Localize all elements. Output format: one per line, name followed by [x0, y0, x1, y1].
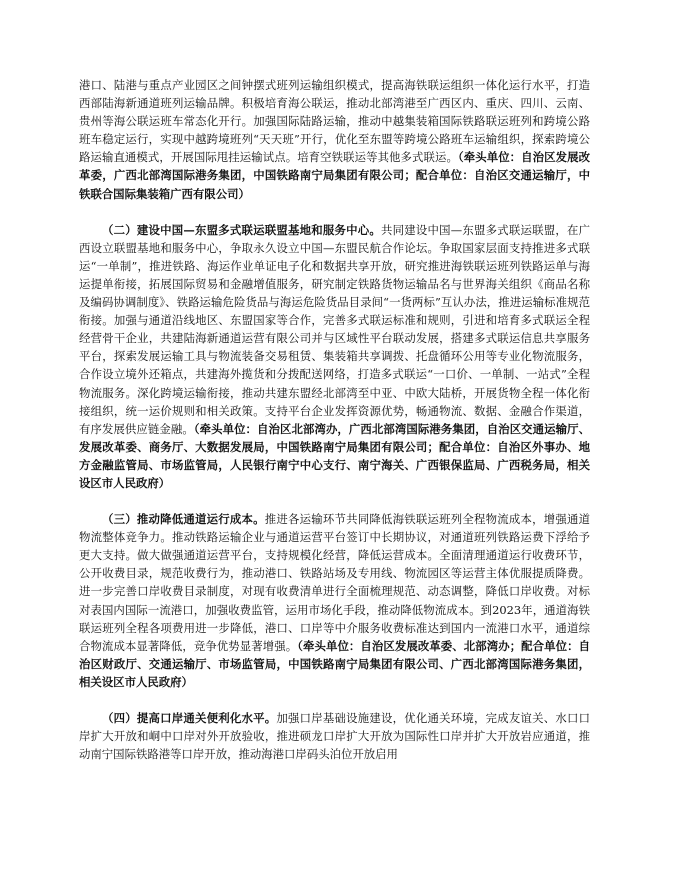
paragraph-2-body: 共同建设中国—东盟多式联运联盟，在广西设立联盟基地和服务中心，争取永久设立中国—东盟民航合作论坛。争取国家层面支持推进多式联运“一单制”，推进铁路、海运作业单证电子化和数据共享开放，研究推进海铁联运班列铁路运单与海运提单衔接，拓展国际贸易和金融增值服务，研究制定铁路货物运输品名与世界海关组织《商品名称及编码协调制度》、铁路运输危险货品与海运危险货品目录间“一货两标”互认办法，推进运输标准规范衔接。加强与通道沿线地区、东盟国家等合作，完善多式联运标准和规则，引进和培育多式联运全程经营骨干企业，共建陆海新通道运营有限公司并与区域性平台联动发展，搭建多式联运信息共享服务平台，探索发展运输工具与物流装备交易租赁、集装箱共享调拨、托盘循环公用等专业化物流服务，合作设立境外还箱点，共建海外揽货和分拨配送网络，打造多式联运“一口价、一单制、一站式”全程物流服务。深化跨境运输衔接，推动共建东盟经北部湾至中亚、中欧大陆桥，开展货物全程一体化衔接组织，统一运价规则和相关政策。支持平台企业发挥资源优势，畅通物流、数据、金融合作渠道，有序发展供应链金融。 — [79, 222, 590, 436]
paragraph-3-body: 推进各运输环节共同降低海铁联运班列全程物流成本，增强通道物流整体竞争力。推动铁路运输企业与通道运营平台签订中长期协议，对通道班列铁路运费下浮给予更大支持。做大做强通道运营平台，支持规模化经营，降低运营成本。全面清理通道运行收费环节，公开收费目录，规范收费行为，推动港口、铁路站场及专用线、物流园区等运营主体优服提质降费。进一步完善口岸收费目录制度，对现有收费清单进行全面梳理规范、动态调整，降低口岸收费。对标对表国内国际一流港口，加强收费监管，运用市场化手段，推动降低物流成本。到2023年，通道海铁联运班列全程各项费用进一步降低，港口、口岸等中介服务收费标准达到国内一流港口水平，通道综合物流成本显著降低，竞争优势显著增强。 — [79, 512, 590, 653]
paragraph-1 — [79, 76, 590, 203]
paragraph-3-responsible-units: （牵头单位：自治区发展改革委、北部湾办；配合单位：自治区财政厅、交通运输厅、市场监管局，中国铁路南宁局集团有限公司、广西北部湾国际港务集团，相关设区市人民政府） — [79, 638, 590, 689]
paragraph-4 — [79, 709, 590, 763]
paragraph-2 — [79, 221, 590, 492]
paragraph-3 — [79, 510, 590, 691]
paragraph-1-body: 港口、陆港与重点产业园区之间钟摆式班列运输组织模式，提高海铁联运组织一体化运行水平，打造西部陆海新通道班列运输品牌。积极培育海公联运，推动北部湾港至广西区内、重庆、四川、云南、贵州等海公联运班车常态化开行。加强国际陆路运输，推动中越集装箱国际铁路联运班列和跨境公路班车稳定运行，实现中越跨境班列“天天班”开行，优化至东盟等跨境公路班车运输组织，探索跨境公路运输直通模式，开展国际甩挂运输试点。培育空铁联运等其他多式联运。 — [79, 78, 590, 165]
section-heading-2: （二）建设中国—东盟多式联运联盟基地和服务中心。 — [102, 222, 381, 237]
paragraph-2-responsible-units: （牵头单位：自治区北部湾办，广西北部湾国际港务集团，自治区交通运输厅、发展改革委、商务厅、大数据发展局，中国铁路南宁局集团有限公司；配合单位：自治区外事办、地方金融监管局、市场监管局，人民银行南宁中心支行、南宁海关、广西银保监局、广西税务局，相关设区市人民政府） — [79, 421, 590, 490]
section-heading-3: （三）推动降低通道运行成本。 — [102, 512, 265, 527]
paragraph-4-body: 加强口岸基础设施建设，优化通关环境，完成友谊关、水口口岸扩大开放和峒中口岸对外开放验收，推进硕龙口岸扩大开放为国际性口岸并扩大开放岩应通道，推动南宁国际铁路港等口岸开放，推动海港口岸码头泊位开放启用 — [79, 711, 590, 762]
paragraph-1-responsible-units: （牵头单位：自治区发展改革委，广西北部湾国际港务集团，中国铁路南宁局集团有限公司；配合单位：自治区交通运输厅，中铁联合国际集装箱广西有限公司） — [79, 150, 590, 201]
section-heading-4: （四）提高口岸通关便利化水平。 — [102, 711, 277, 725]
